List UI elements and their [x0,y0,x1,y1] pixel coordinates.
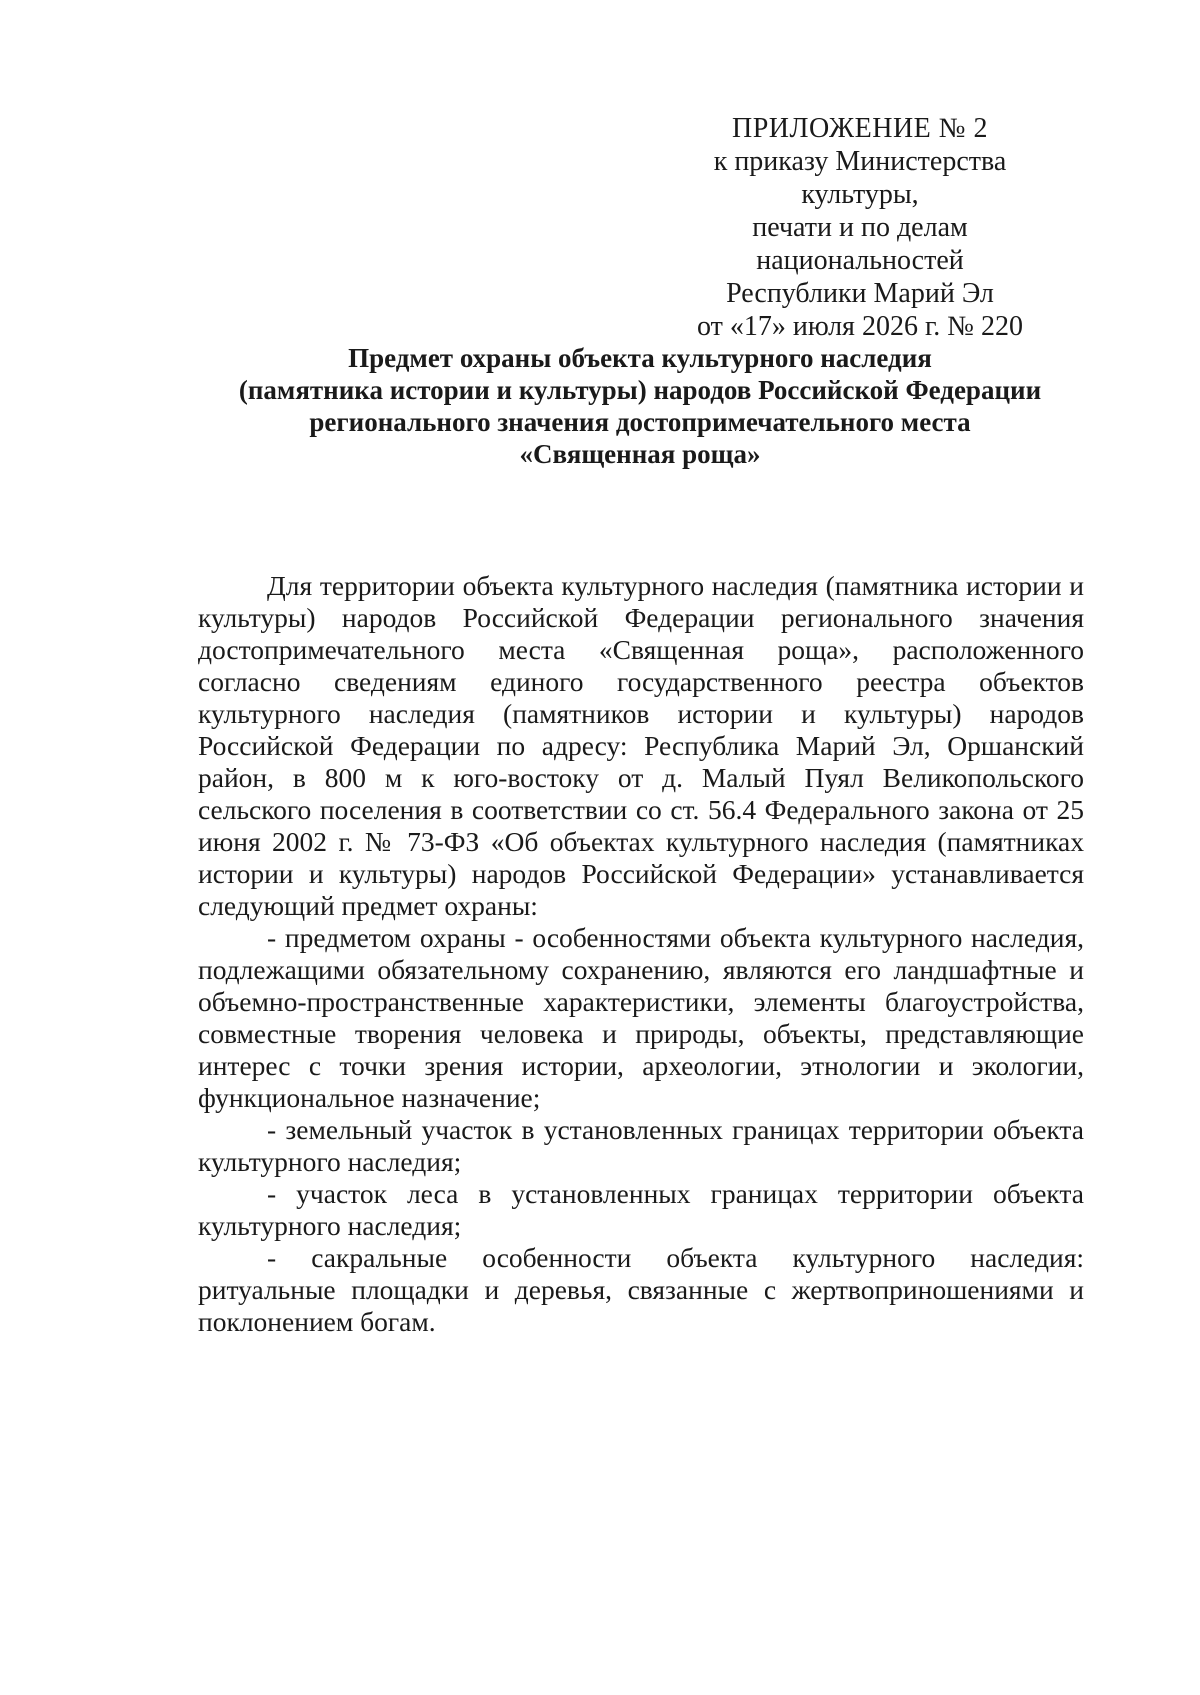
body-list-item: - предметом охраны - особенностями объекта культурного наследия, подлежащими обязательному сохранению, являются его ландшафтные и объемно-пространственные характеристики, элементы благоустройства, совместные творения человека и природы, объекты, представляющие интерес с точки зрения истории, археологии, этнологии и экологии, функциональное назначение; [198,922,1084,1113]
title-line: «Священная роща» [519,439,761,469]
document-body [198,570,1084,1338]
body-paragraph: Для территории объекта культурного наследия (памятника истории и культуры) народов Российской Федерации регионального значения достопримечательного места «Священная роща», расположенного согласно сведениям единого государственного реестра объектов культурного наследия (памятников истории и культуры) народов Российской Федерации по адресу: Республика Марий Эл, Оршанский район, в 800 м к юго-востоку от д. Малый Пуял Великопольского сельского поселения в соответствии со ст. 56.4 Федерального закона от 25 июня 2002 г. № 73-ФЗ «Об объектах культурного наследия (памятниках истории и культуры) народов Российской Федерации» устанавливается следующий предмет охраны: [198,570,1084,921]
appendix-line: Республики Марий Эл [726,278,994,309]
body-list-item: - земельный участок в установленных границах территории объекта культурного наследия; [198,1114,1084,1177]
appendix-line: печати и по делам национальностей [752,212,968,276]
appendix-block [660,112,1060,343]
title-line: (памятника истории и культуры) народов Российской Федерации [238,375,1042,405]
appendix-title: ПРИЛОЖЕНИЕ № 2 [732,113,988,144]
body-list-item: - участок леса в установленных границах территории объекта культурного наследия; [198,1178,1084,1241]
document-title [180,342,1100,470]
body-list-item: - сакральные особенности объекта культурного наследия: ритуальные площадки и деревья, связанные с жертвоприношениями и поклонением богам. [198,1242,1084,1337]
appendix-line: к приказу Министерства культуры, [713,146,1007,210]
title-line: регионального значения достопримечательного места [309,407,971,437]
appendix-line: от «17» июля 2026 г. № 220 [697,311,1023,342]
title-line: Предмет охраны объекта культурного наследия [348,343,932,373]
